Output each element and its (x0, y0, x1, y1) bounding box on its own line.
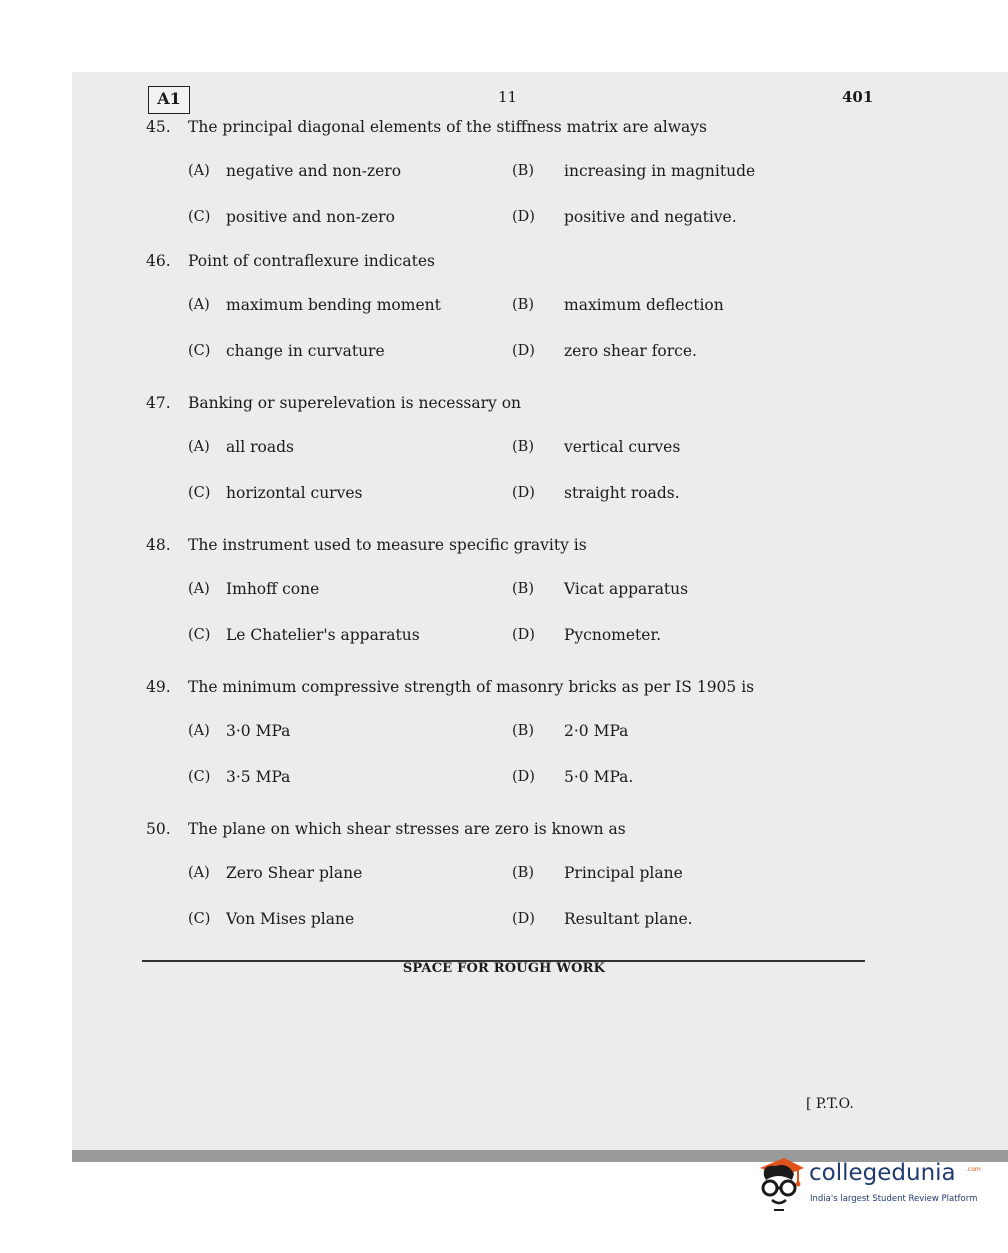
option-letter: (C) (188, 485, 211, 501)
option-letter: (B) (512, 865, 534, 881)
question-number: 45. (146, 118, 171, 136)
option-text: Vicat apparatus (564, 580, 689, 598)
option-letter: (D) (512, 769, 535, 785)
option-text: Le Chatelier's apparatus (226, 626, 420, 644)
option-letter: (A) (188, 163, 210, 179)
option-letter: (B) (512, 297, 534, 313)
option-letter: (A) (188, 439, 210, 455)
question-text: The plane on which shear stresses are zero is known as (188, 820, 626, 838)
question-number: 48. (146, 536, 171, 554)
option-letter: (A) (188, 723, 210, 739)
brand-tagline: India's largest Student Review Platform (810, 1194, 978, 1204)
option-text: Principal plane (564, 864, 683, 882)
page-label: A1 (148, 86, 190, 114)
option-text: horizontal curves (226, 484, 363, 502)
brand-name: collegedunia (809, 1160, 956, 1186)
option-text: positive and non-zero (226, 208, 395, 226)
option-text: 3·0 MPa (226, 722, 291, 740)
option-letter: (B) (512, 163, 534, 179)
option-text: increasing in magnitude (564, 162, 756, 180)
option-letter: (C) (188, 209, 211, 225)
brand-suffix: .com (966, 1166, 981, 1173)
question-number: 50. (146, 820, 171, 838)
option-text: maximum deflection (564, 296, 724, 314)
option-letter: (C) (188, 343, 211, 359)
option-text: Resultant plane. (564, 910, 693, 928)
option-letter: (A) (188, 297, 210, 313)
option-letter: (B) (512, 439, 534, 455)
question-text: Banking or superelevation is necessary on (188, 394, 522, 412)
option-text: 5·0 MPa. (564, 768, 634, 786)
option-letter: (C) (188, 769, 211, 785)
question-text: The minimum compressive strength of masonry bricks as per IS 1905 is (188, 678, 755, 696)
question-number: 46. (146, 252, 171, 270)
option-letter: (B) (512, 723, 534, 739)
brand-logo (754, 1150, 984, 1214)
option-letter: (D) (512, 343, 535, 359)
option-text: change in curvature (226, 342, 385, 360)
option-text: Zero Shear plane (226, 864, 363, 882)
option-text: Imhoff cone (226, 580, 320, 598)
option-text: all roads (226, 438, 294, 456)
option-letter: (D) (512, 911, 535, 927)
pto-label: [ P.T.O. (806, 1096, 854, 1112)
option-text: maximum bending moment (226, 296, 441, 314)
option-text: negative and non-zero (226, 162, 402, 180)
option-letter: (C) (188, 627, 211, 643)
option-text: positive and negative. (564, 208, 737, 226)
option-letter: (C) (188, 911, 211, 927)
question-number: 47. (146, 394, 171, 412)
graduate-icon (754, 1154, 806, 1212)
rough-work-text: SPACE FOR ROUGH WORK (402, 961, 606, 976)
option-text: 2·0 MPa (564, 722, 629, 740)
option-letter: (B) (512, 581, 534, 597)
option-text: vertical curves (564, 438, 681, 456)
rough-work-label (0, 961, 1008, 976)
paper-code: 401 (842, 88, 874, 106)
question-text: The instrument used to measure specific gravity is (188, 536, 587, 554)
option-letter: (A) (188, 865, 210, 881)
option-text: zero shear force. (564, 342, 697, 360)
question-text: The principal diagonal elements of the stiffness matrix are always (188, 118, 707, 136)
option-letter: (D) (512, 209, 535, 225)
option-letter: (A) (188, 581, 210, 597)
option-text: Pycnometer. (564, 626, 662, 644)
option-letter: (D) (512, 627, 535, 643)
option-text: Von Mises plane (226, 910, 355, 928)
option-text: 3·5 MPa (226, 768, 291, 786)
question-number: 49. (146, 678, 171, 696)
page-number: 11 (498, 88, 518, 106)
option-letter: (D) (512, 485, 535, 501)
exam-page (72, 72, 1008, 1162)
question-text: Point of contraflexure indicates (188, 252, 435, 270)
option-text: straight roads. (564, 484, 680, 502)
